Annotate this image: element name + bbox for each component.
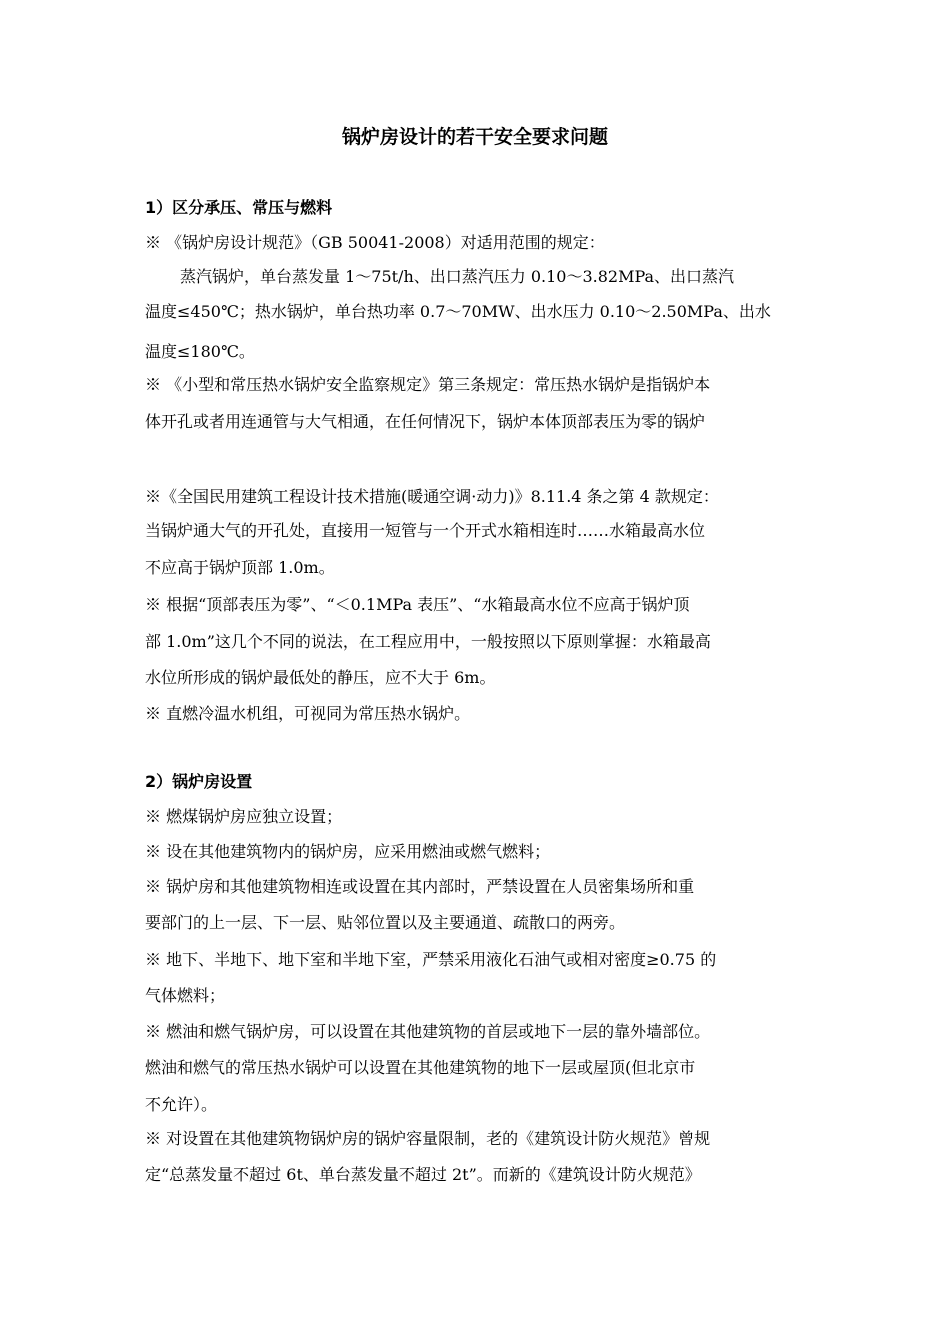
paragraph-line: ※ 燃油和燃气锅炉房，可以设置在其他建筑物的首层或地下一层的靠外墙部位。: [145, 1022, 711, 1041]
paragraph-line: ※ 《锅炉房设计规范》（GB 50041-2008）对适用范围的规定：: [145, 233, 605, 252]
section-heading-1: 1）区分承压、常压与燃料: [145, 198, 333, 217]
page-title: 锅炉房设计的若干安全要求问题: [341, 126, 608, 148]
paragraph-line: ※《全国民用建筑工程设计技术措施(暖通空调·动力)》8.11.4 条之第 4 款规定：: [145, 487, 719, 506]
paragraph-line: 蒸汽锅炉，单台蒸发量 1～75t/h、出口蒸汽压力 0.10～3.82MPa、出口蒸汽: [180, 267, 735, 286]
paragraph-line: 温度≤180℃。: [145, 342, 255, 361]
paragraph-line: 要部门的上一层、下一层、贴邻位置以及主要通道、疏散口的两旁。: [145, 913, 626, 932]
paragraph-line: 定“总蒸发量不超过 6t、单台蒸发量不超过 2t”。而新的《建筑设计防火规范》: [145, 1165, 701, 1184]
paragraph-line: 水位所形成的锅炉最低处的静压，应不大于 6m。: [145, 668, 496, 687]
section-heading-2: 2）锅炉房设置: [145, 772, 253, 791]
paragraph-line: 体开孔或者用连通管与大气相通，在任何情况下，锅炉本体顶部表压为零的锅炉: [145, 412, 706, 431]
paragraph-line: 部 1.0m”这几个不同的说法，在工程应用中，一般按照以下原则掌握：水箱最高: [145, 632, 711, 651]
paragraph-line: 不允许）。: [145, 1095, 218, 1114]
paragraph-line: ※ 燃煤锅炉房应独立设置；: [145, 807, 343, 826]
paragraph-line: ※ 地下、半地下、地下室和半地下室，严禁采用液化石油气或相对密度≥0.75 的: [145, 950, 717, 969]
paragraph-line: ※ 直燃冷温水机组，可视同为常压热水锅炉。: [145, 704, 471, 723]
paragraph-line: 当锅炉通大气的开孔处，直接用一短管与一个开式水箱相连时……水箱最高水位: [145, 521, 706, 540]
paragraph-line: ※ 《小型和常压热水锅炉安全监察规定》第三条规定：常压热水锅炉是指锅炉本: [145, 375, 711, 394]
paragraph-line: 气体燃料；: [145, 986, 226, 1005]
paragraph-line: ※ 设在其他建筑物内的锅炉房，应采用燃油或燃气燃料；: [145, 842, 551, 861]
paragraph-line: 燃油和燃气的常压热水锅炉可以设置在其他建筑物的地下一层或屋顶(但北京市: [145, 1058, 696, 1077]
paragraph-line: 温度≤450℃；热水锅炉，单台热功率 0.7～70MW、出水压力 0.10～2.50MPa、出水: [145, 302, 771, 321]
paragraph-line: ※ 锅炉房和其他建筑物相连或设置在其内部时，严禁设置在人员密集场所和重: [145, 877, 695, 896]
paragraph-line: ※ 对设置在其他建筑物锅炉房的锅炉容量限制，老的《建筑设计防火规范》曾规: [145, 1129, 711, 1148]
paragraph-line: 不应高于锅炉顶部 1.0m。: [145, 558, 335, 577]
paragraph-line: ※ 根据“顶部表压为零”、“＜0.1MPa 表压”、“水箱最高水位不应高于锅炉顶: [145, 595, 690, 614]
